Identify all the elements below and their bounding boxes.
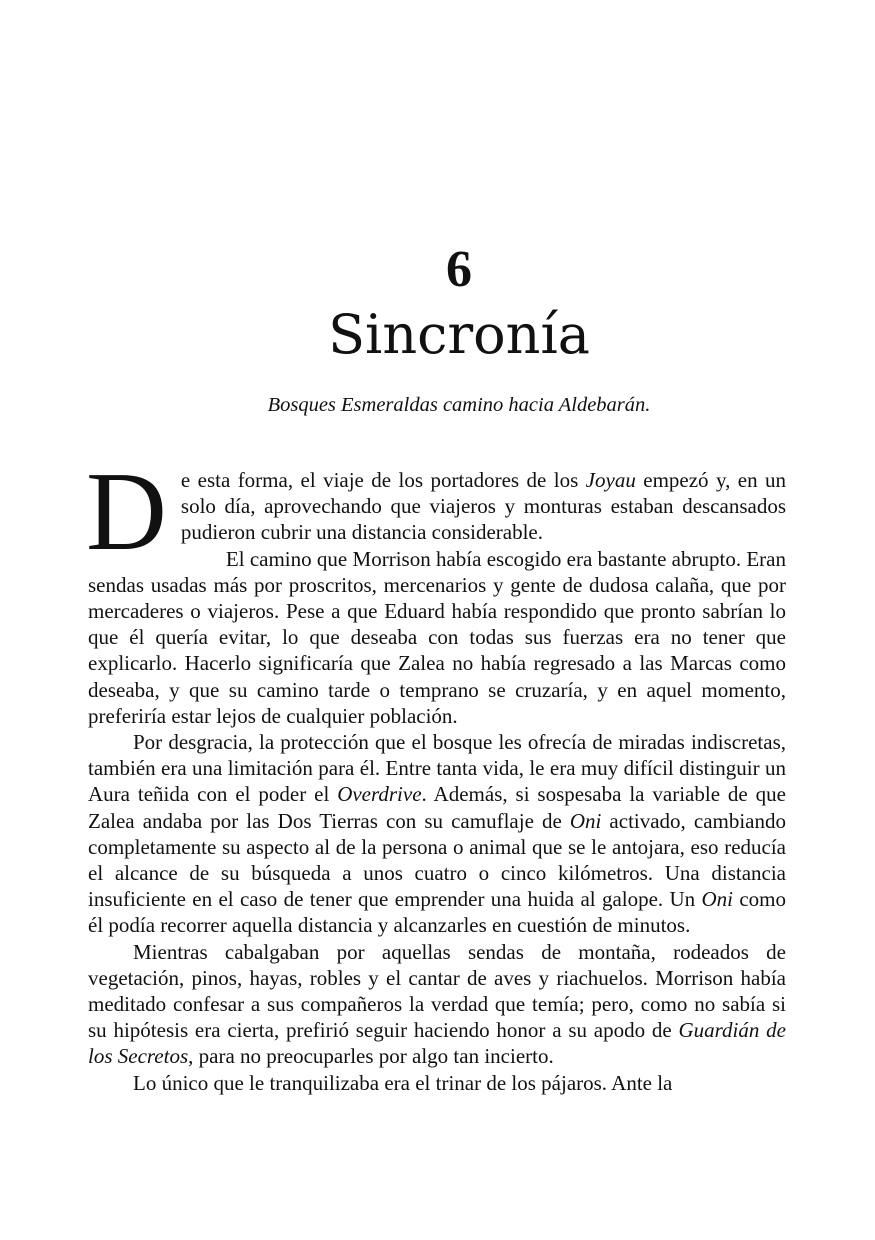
text-segment: Mientras cabalgaban por aquellas sendas de montaña, rodeados de vegetación, pinos, hayas, robles y el cantar de aves y riachuelos. Morrison había meditado confesar a sus compañeros la verdad que temía; pero, como no sabía si su hipótesis era cierta, prefirió seguir haciendo honor a su apodo de — [88, 939, 786, 1043]
paragraph — [86, 450, 786, 574]
paragraph — [88, 1070, 786, 1096]
text-segment: Por desgracia, la protección que el bosque les ofrecía de miradas indiscretas, también era una limitación para él. Entre tanta vida, le era muy difícil distinguir un Aura teñida con el poder el — [88, 730, 786, 807]
text-segment: , para no preocuparles por algo tan incierto. — [188, 1044, 554, 1069]
text-segment: empezó y, en un solo día, aprovechando que viajeros y monturas estaban descansados pudieron cubrir una distancia considerable. — [180, 468, 786, 545]
body-text — [86, 450, 787, 1096]
paragraph — [88, 546, 786, 729]
italic-text: Oni — [569, 808, 602, 833]
text-segment: . Además, si sospesaba la variable de que Zalea andaba por las Dos Tierras con su camuflaje de — [88, 782, 786, 833]
italic-text: Joyau — [585, 468, 636, 492]
italic-text: Guardián de los Secretos — [88, 1018, 786, 1069]
paragraph — [88, 939, 786, 1070]
chapter-title: Sincronía — [328, 303, 590, 366]
drop-cap: D — [86, 450, 167, 574]
text-segment: activado, cambiando completamente su aspecto al de la persona o animal que se le antojara, eso reducía el alcance de su búsqueda a unos cuatro o cinco kilómetros. Una distancia insuficiente en el caso de tener que emprender una huida al galope. Un — [88, 808, 787, 912]
text-segment: como él podía recorrer aquella distancia y alcanzarles en cuestión de minutos. — [88, 887, 786, 938]
paragraph — [88, 729, 786, 939]
text-segment: El camino que Morrison había escogido era bastante abrupto. Eran sendas usadas más por proscritos, mercenarios y gente de dudosa calaña, que por mercaderes o viajeros. Pese a que Eduard había respondido que pronto sabrían lo que él quería evitar, lo que deseaba con todas sus fuerzas era no tener que explicarlo. Hacerlo significaría que Zalea no había regresado a las Marcas como deseaba, y que su camino tarde o temprano se cruzaría, y en aquel momento, preferiría estar lejos de cualquier población. — [88, 546, 786, 728]
text-segment: Lo único que le tranquilizaba era el trinar de los pájaros. Ante la — [133, 1070, 673, 1095]
chapter-epigraph: Bosques Esmeraldas camino hacia Aldebarán. — [267, 394, 651, 416]
italic-text: Oni — [701, 887, 733, 912]
italic-text: Overdrive — [337, 782, 422, 807]
chapter-number: 6 — [446, 241, 472, 298]
text-segment: e esta forma, el viaje de los portadores de los — [180, 468, 586, 492]
